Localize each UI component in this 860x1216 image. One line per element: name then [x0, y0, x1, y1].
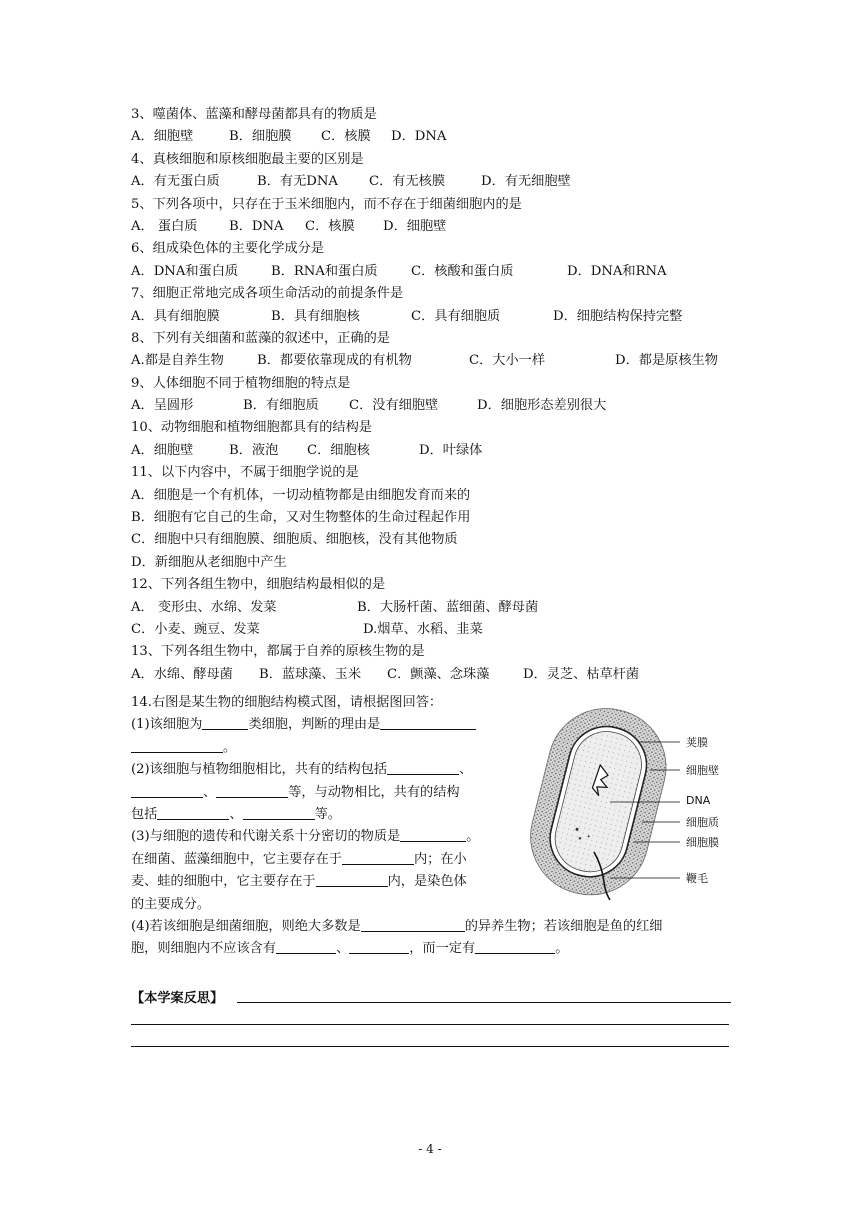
option: A．呈圆形: [131, 398, 194, 414]
q14-part1-cont: 。: [131, 737, 731, 759]
q11-option-a: A．细胞是一个有机体，一切动植物都是由细胞发育而来的: [131, 487, 471, 503]
q12-options-ab: [131, 597, 731, 619]
answer-blank[interactable]: [349, 939, 409, 954]
q4-options: [131, 171, 731, 193]
option: D．有无细胞壁: [481, 174, 571, 190]
label-cell-membrane: 细胞膜: [686, 836, 719, 849]
answer-blank[interactable]: [361, 917, 465, 932]
label-dna: DNA: [686, 794, 711, 807]
option: B．有细胞质: [243, 398, 319, 414]
q3-stem: 3、噬菌体、蓝藻和酵母菌都具有的物质是: [131, 107, 377, 122]
q11-option-b: B．细胞有它自己的生命，又对生物整体的生命过程起作用: [131, 510, 471, 526]
option: D．灵芝、枯草杆菌: [523, 666, 640, 682]
option: A．细胞壁: [131, 442, 194, 458]
answer-blank[interactable]: [131, 783, 203, 798]
q14-part3: (3)与细胞的遗传和代谢关系十分密切的物质是 。: [131, 829, 480, 845]
option: B．蓝球藻、玉米: [259, 666, 362, 682]
option: C．核膜: [321, 129, 371, 145]
q14-part4: (4)若该细胞是细菌细胞，则绝大多数是 的异养生物；若该细胞是鱼的红细: [131, 918, 663, 934]
q12-stem: 12、下列各组生物中，细胞结构最相似的是: [131, 577, 386, 593]
cell-body: [530, 704, 678, 904]
answer-blank[interactable]: [387, 760, 459, 775]
q14-part3-cont2: 麦、蛙的细胞中，它主要存在于 内，是染色体: [131, 874, 467, 890]
answer-blank[interactable]: [475, 939, 555, 954]
q12-options-cd: [131, 619, 731, 641]
option: B．具有细胞核: [271, 308, 360, 324]
reflection-line[interactable]: [131, 1046, 729, 1047]
q14-part2-cont: 、 等，与动物相比，共有的结构: [131, 782, 731, 804]
option: B．大肠杆菌、蓝细菌、酵母菌: [357, 599, 539, 615]
answer-blank[interactable]: [380, 715, 476, 730]
answer-blank[interactable]: [216, 783, 288, 798]
q7-options: [131, 306, 731, 328]
answer-blank[interactable]: [157, 805, 229, 820]
q9-stem: 9、人体细胞不同于植物细胞的特点是: [131, 375, 351, 391]
q14-part1: (1)该细胞为 类细胞，判断的理由是: [131, 714, 731, 736]
option: A． 变形虫、水绵、发菜: [131, 599, 277, 615]
option: D．叶绿体: [419, 442, 483, 458]
option: C．没有细胞壁: [349, 398, 439, 414]
q11-option-d: D．新细胞从老细胞中产生: [131, 554, 287, 570]
option: A．DNA和蛋白质: [131, 263, 239, 279]
q14-part2-cont2: 包括 、 等。: [131, 806, 341, 822]
option: D．细胞形态差别很大: [477, 398, 607, 414]
option: B．都要依靠现成的有机物: [257, 353, 412, 369]
q4-stem: 4、真核细胞和原核细胞最主要的区别是: [131, 151, 364, 167]
q14-stem: 14.右图是某生物的细胞结构模式图，请根据图回答：: [131, 695, 443, 710]
answer-blank[interactable]: [276, 939, 336, 954]
reflection-line[interactable]: [131, 1024, 729, 1025]
option: A．有无蛋白质: [131, 174, 220, 190]
q10-options: [131, 440, 731, 462]
label-capsule: 荚膜: [686, 736, 708, 749]
q3-options: [131, 126, 731, 148]
option: D．DNA和RNA: [567, 263, 667, 279]
option: A．具有细胞膜: [131, 308, 220, 324]
option: A．细胞壁: [131, 129, 194, 145]
page-number: - 4 -: [418, 1142, 442, 1156]
q14-part2: (2)该细胞与植物细胞相比，共有的结构包括 、: [131, 762, 473, 778]
label-cell-wall: 细胞壁: [686, 764, 719, 777]
option: C．核酸和蛋白质: [411, 263, 514, 279]
option: D.烟草、水稻、韭菜: [363, 621, 483, 637]
option: D．都是原核生物: [615, 353, 718, 369]
option: B．细胞膜: [229, 129, 292, 145]
bacterial-cell-figure: [530, 704, 740, 904]
option: D．DNA: [391, 129, 447, 145]
q13-options: [131, 664, 731, 686]
option: C．有无核膜: [369, 174, 446, 190]
q9-options: [131, 395, 731, 417]
option: B．有无DNA: [257, 174, 338, 190]
q14-part3-cont3: 的主要成分。: [131, 896, 211, 912]
option: C．颤藻、念珠藻: [387, 666, 490, 682]
q10-stem: 10、动物细胞和植物细胞都具有的结构是: [131, 420, 372, 436]
option: A.都是自养生物: [131, 353, 224, 369]
q11-stem: 11、以下内容中，不属于细胞学说的是: [131, 465, 359, 481]
answer-blank[interactable]: [400, 827, 466, 842]
q7-stem: 7、细胞正常地完成各项生命活动的前提条件是: [131, 286, 404, 302]
reflection-line[interactable]: [237, 1002, 731, 1003]
option: C．小麦、豌豆、发菜: [131, 621, 260, 637]
q5-options: [131, 216, 731, 238]
option: C．具有细胞质: [411, 308, 501, 324]
label-cytoplasm: 细胞质: [686, 816, 719, 829]
label-flagellum: 鞭毛: [686, 872, 708, 885]
option: C．核膜: [305, 218, 355, 234]
q6-options: [131, 261, 731, 283]
q14-part4-cont: 胞，则细胞内不应该含有 、 ，而一定有 。: [131, 941, 569, 957]
reflection-label: 【本学案反思】: [131, 991, 224, 1006]
answer-blank[interactable]: [202, 715, 248, 730]
q5-stem: 5、下列各项中，只存在于玉米细胞内，而不存在于细菌细胞内的是: [131, 196, 522, 212]
q8-options: [131, 350, 731, 372]
option: D．细胞结构保持完整: [553, 308, 683, 324]
option: D．细胞壁: [383, 218, 447, 234]
answer-blank[interactable]: [243, 805, 315, 820]
answer-blank[interactable]: [342, 850, 414, 865]
reflection-section: [131, 988, 731, 1010]
option: A． 蛋白质: [131, 218, 198, 234]
option: C．细胞核: [307, 442, 370, 458]
q6-stem: 6、组成染色体的主要化学成分是: [131, 241, 325, 257]
option: B．液泡: [229, 442, 279, 458]
answer-blank[interactable]: [316, 872, 388, 887]
q11-option-c: C．细胞中只有细胞膜、细胞质、细胞核，没有其他物质: [131, 532, 458, 548]
option: C．大小一样: [469, 353, 546, 369]
question-list: [131, 104, 731, 686]
option: B．DNA: [229, 218, 284, 234]
answer-blank[interactable]: [131, 738, 223, 753]
q14-part3-cont: 在细菌、蓝藻细胞中，它主要存在于 内；在小: [131, 851, 467, 867]
q13-stem: 13、下列各组生物中，都属于自养的原核生物的是: [131, 644, 425, 660]
option: A．水绵、酵母菌: [131, 666, 233, 682]
q8-stem: 8、下列有关细菌和蓝藻的叙述中，正确的是: [131, 330, 390, 346]
option: B．RNA和蛋白质: [271, 263, 378, 279]
